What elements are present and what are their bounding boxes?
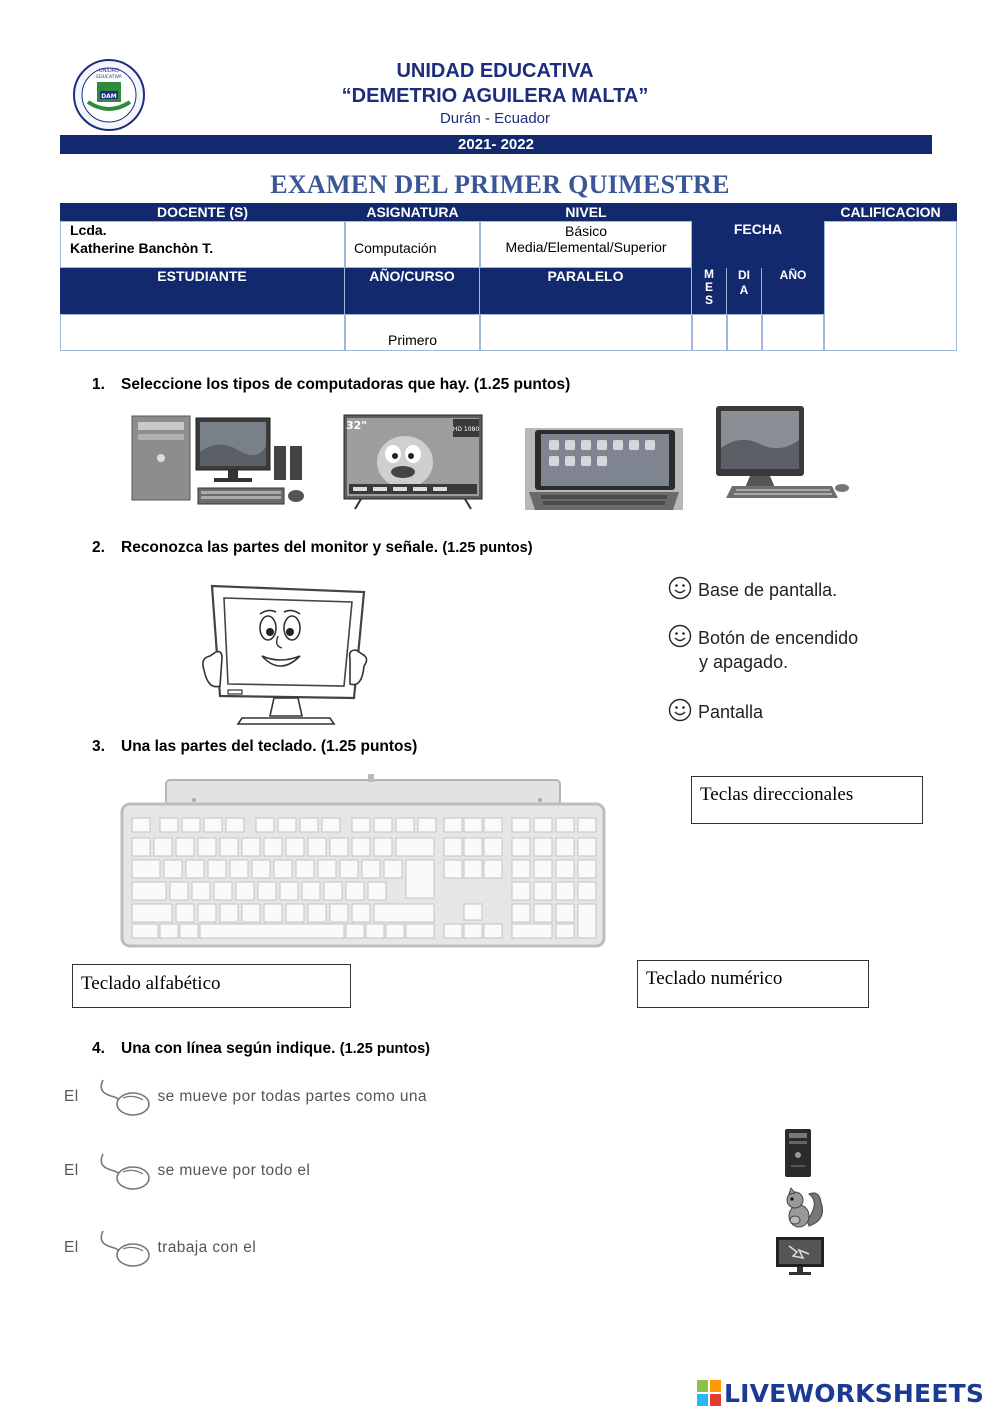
question-4 xyxy=(92,1040,430,1058)
sentence-3-text: trabaja con el xyxy=(157,1239,257,1257)
nivel-line1: Básico xyxy=(564,223,608,239)
question-1-number: 1. xyxy=(92,376,105,393)
smiley-icon xyxy=(668,698,692,722)
smiley-icon xyxy=(668,576,692,600)
cell-mes[interactable] xyxy=(692,314,727,351)
monitor-part-3-label: Pantalla xyxy=(698,702,764,722)
header-dia: DI A xyxy=(727,268,762,314)
tv-hd-badge: HD 1080 xyxy=(452,426,480,433)
tv-size-badge: 32" xyxy=(346,419,368,432)
docente-title: Lcda. xyxy=(70,222,107,238)
sentence-1-prefix: El xyxy=(64,1088,79,1106)
monitor-part-1-label: Base de pantalla. xyxy=(698,580,838,600)
mouse-icon xyxy=(97,1227,153,1269)
cell-calificacion xyxy=(824,221,957,351)
docente-name: Katherine Banchòn T. xyxy=(70,240,214,256)
cell-nivel xyxy=(480,221,692,268)
mouse-sentence-1 xyxy=(64,1076,427,1118)
school-name-line2: “DEMETRIO AGUILERA MALTA” xyxy=(341,85,649,107)
mouse-icon xyxy=(97,1150,153,1192)
all-in-one-computer-image[interactable] xyxy=(710,404,852,508)
liveworksheets-logo[interactable] xyxy=(697,1377,995,1409)
cell-asignatura xyxy=(345,221,480,268)
monitor-screen-image[interactable] xyxy=(775,1236,825,1276)
smiley-icon xyxy=(668,624,692,648)
header-anio-curso: AÑO/CURSO xyxy=(345,268,480,314)
question-3-text: Una las partes del teclado. (1.25 puntos) xyxy=(121,738,418,755)
nivel-line2: Media/Elemental/Superior xyxy=(505,239,667,255)
header-asignatura: ASIGNATURA xyxy=(345,203,480,221)
sentence-1-text: se mueve por todas partes como una xyxy=(157,1088,427,1106)
cell-estudiante[interactable] xyxy=(60,314,345,351)
label-teclado-alfabetico[interactable]: Teclado alfabético xyxy=(72,964,351,1008)
cell-dia[interactable] xyxy=(727,314,762,351)
question-4-text: Una con línea según indique. xyxy=(121,1040,336,1057)
school-logo xyxy=(72,58,146,132)
monitor-part-1[interactable] xyxy=(668,576,837,601)
monitor-part-2-line2 xyxy=(699,652,788,673)
question-1 xyxy=(92,376,570,394)
monitor-part-2-label-line2: y apagado. xyxy=(699,652,789,672)
question-2-number: 2. xyxy=(92,539,105,556)
liveworksheets-wordmark: LIVEWORKSHEETS xyxy=(724,1378,985,1408)
svg-text:DAM: DAM xyxy=(101,93,117,100)
mouse-icon xyxy=(97,1076,153,1118)
mouse-sentence-2 xyxy=(64,1150,310,1192)
school-name-line1: UNIDAD EDUCATIVA xyxy=(396,60,594,82)
curso-value: Primero xyxy=(387,332,437,348)
header-mes: M E S xyxy=(692,268,727,314)
school-city: Durán - Ecuador xyxy=(439,110,551,127)
cell-curso xyxy=(345,314,480,351)
svg-text:EDUCATIVA: EDUCATIVA xyxy=(96,75,122,80)
cpu-tower-image[interactable] xyxy=(782,1127,814,1179)
question-3 xyxy=(92,738,417,756)
question-2 xyxy=(92,539,533,557)
cell-docente xyxy=(60,221,345,268)
sentence-2-prefix: El xyxy=(64,1162,79,1180)
mouse-sentence-3 xyxy=(64,1227,256,1269)
label-teclas-direccionales[interactable]: Teclas direccionales xyxy=(691,776,923,824)
header-paralelo: PARALELO xyxy=(480,268,692,314)
header-anio: AÑO xyxy=(762,268,824,314)
question-4-points: (1.25 puntos) xyxy=(339,1041,430,1057)
header-nivel: NIVEL xyxy=(480,203,692,221)
header-docente: DOCENTE (S) xyxy=(60,203,345,221)
cell-anio[interactable] xyxy=(762,314,824,351)
question-3-number: 3. xyxy=(92,738,105,755)
info-table xyxy=(60,203,957,351)
exam-title: EXAMEN DEL PRIMER QUIMESTRE xyxy=(270,170,730,199)
squirrel-image[interactable] xyxy=(783,1186,825,1230)
header-calificacion: CALIFICACION xyxy=(824,203,957,221)
header-fecha: FECHA xyxy=(733,221,783,237)
liveworksheets-icon xyxy=(697,1380,721,1406)
asignatura-value: Computación xyxy=(354,240,437,256)
question-4-number: 4. xyxy=(92,1040,105,1057)
monitor-part-3[interactable] xyxy=(668,698,763,723)
question-2-text: Reconozca las partes del monitor y señale. xyxy=(121,539,439,556)
svg-text:UNIDAD: UNIDAD xyxy=(99,68,119,74)
header-estudiante: ESTUDIANTE xyxy=(60,268,345,314)
keyboard-image[interactable] xyxy=(120,774,606,948)
monitor-part-2[interactable] xyxy=(668,624,858,649)
sentence-2-text: se mueve por todo el xyxy=(157,1162,311,1180)
smart-tv-image[interactable] xyxy=(343,414,483,510)
monitor-part-2-label: Botón de encendido xyxy=(698,628,859,648)
question-1-text: Seleccione los tipos de computadoras que hay. (1.25 puntos) xyxy=(121,376,571,393)
school-year-bar: 2021- 2022 xyxy=(60,135,932,154)
question-2-points: (1.25 puntos) xyxy=(442,540,533,556)
desktop-computer-image[interactable] xyxy=(128,412,314,510)
label-teclado-numerico[interactable]: Teclado numérico xyxy=(637,960,869,1008)
cell-paralelo[interactable] xyxy=(480,314,692,351)
sentence-3-prefix: El xyxy=(64,1239,79,1257)
tablet-image[interactable] xyxy=(525,428,683,510)
cartoon-monitor-image[interactable] xyxy=(198,578,370,728)
